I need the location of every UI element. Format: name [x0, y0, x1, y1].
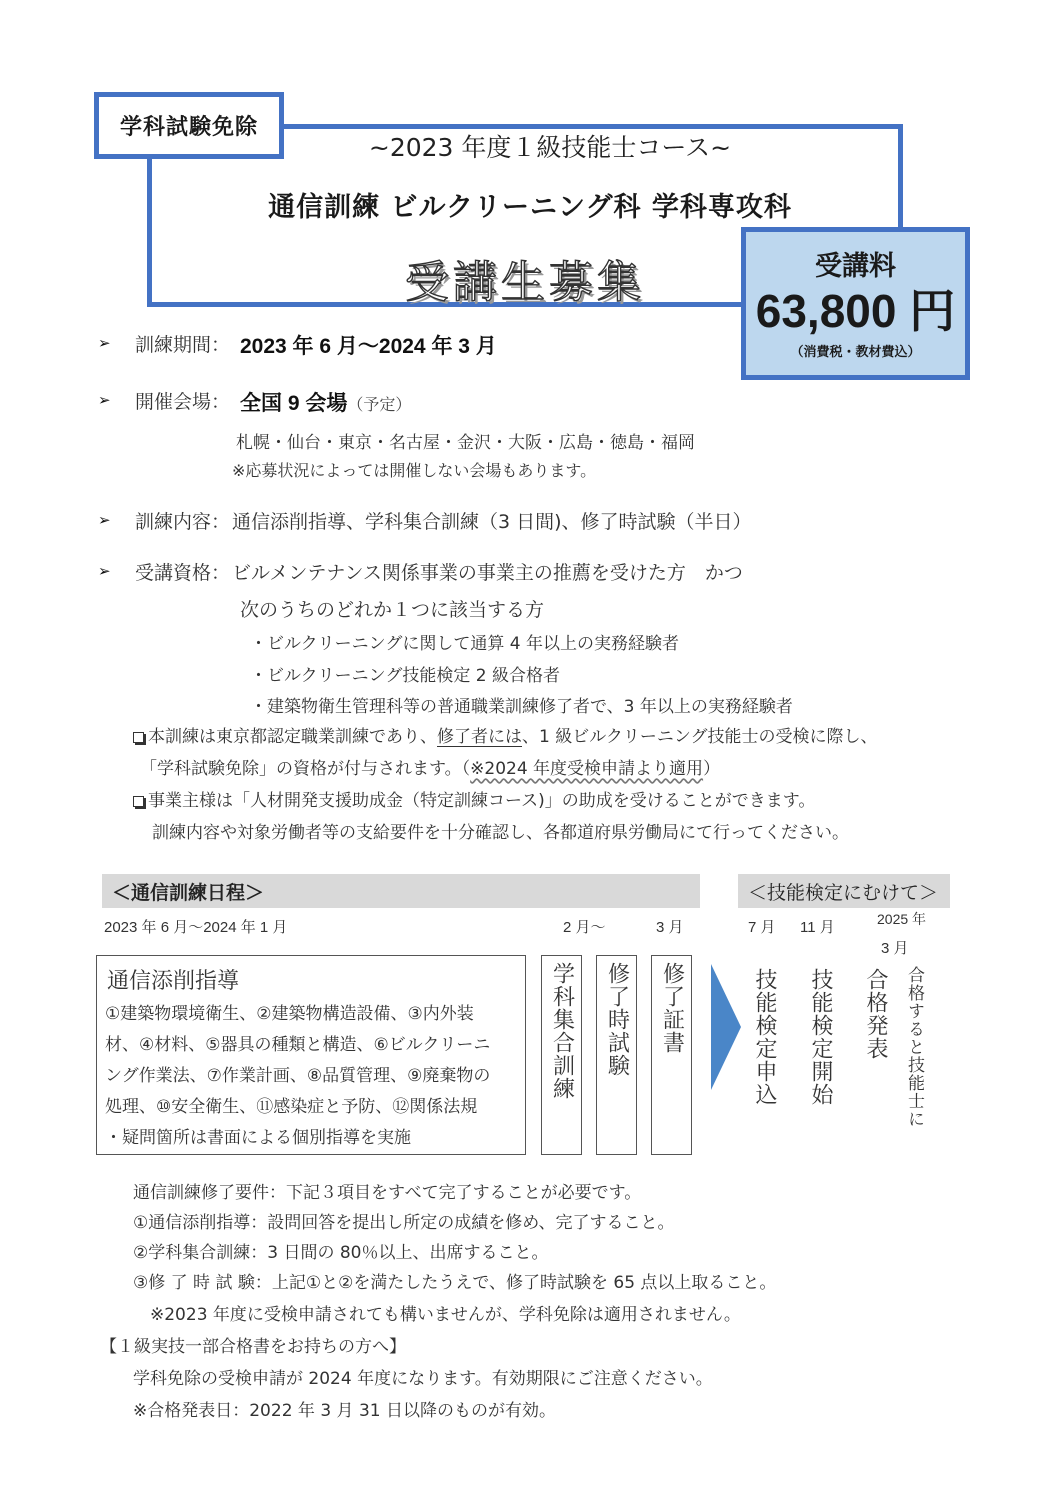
- requirement-item: ③修 了 時 試 験：上記①と②を満たしたうえで、修了時試験を 65 点以上取ること。: [133, 1273, 777, 1293]
- arrow-bullet-icon: ➢: [98, 511, 111, 529]
- step-classroom-label: 学科集合訓練: [549, 962, 575, 1100]
- content-row: [0, 507, 900, 537]
- arrow-bullet-icon: ➢: [98, 391, 111, 409]
- venue-caveat: ※応募状況によっては開催しない会場もあります。: [232, 461, 597, 480]
- correspondence-line: ①建築物環境衛生、②建築物構造設備、③内外装: [105, 1004, 474, 1024]
- partial-pass-line2: ※合格発表日：2022 年 3 月 31 日以降のものが有効。: [133, 1401, 556, 1421]
- arrow-bullet-icon: ➢: [98, 562, 111, 580]
- checkbox-bullet-icon: [133, 796, 144, 807]
- note-certification: [133, 722, 878, 747]
- venue-label: 開催会場：: [135, 391, 231, 413]
- step-certificate-label: 修了証書: [659, 962, 685, 1054]
- note1-post: 、1 級ビルクリーニング技能士の受検に際し、: [522, 727, 878, 747]
- partial-pass-heading: 【１級実技一部合格書をお持ちの方へ】: [100, 1337, 406, 1357]
- exemption-badge-label: 学科試験免除: [119, 115, 258, 140]
- note1-underline: 修了者には: [437, 727, 522, 747]
- correspondence-box: [96, 955, 526, 1155]
- requirements-intro: 通信訓練修了要件：下記３項目をすべて完了することが必要です。: [133, 1183, 642, 1203]
- exam-step-apply: 技能検定申込: [752, 968, 777, 1106]
- date-classroom: 2 月～: [563, 919, 606, 936]
- date-announce-month: 3 月: [881, 940, 909, 957]
- correspondence-line: 処理、⑩安全衛生、⑪感染症と予防、⑫関係法規: [105, 1097, 478, 1117]
- schedule-heading-exam: [738, 874, 950, 908]
- note1-line2-wavy: ※2024 年度受検申請より適用: [470, 759, 704, 779]
- eligibility-item: ・ビルクリーニングに関して通算 4 年以上の実務経験者: [250, 634, 679, 654]
- note-subsidy-line2: 訓練内容や対象労働者等の支給要件を十分確認し、各都道府県労働局にて行ってください。: [152, 823, 849, 843]
- exam-step-announce: 合格発表: [863, 968, 888, 1060]
- eligibility-item: ・建築物衛生管理科等の普通職業訓練修了者で、3 年以上の実務経験者: [250, 697, 793, 717]
- requirement-item: ①通信添削指導：設問回答を提出し所定の成績を修め、完了すること。: [133, 1213, 675, 1233]
- fee-note: （消費税・教材費込）: [790, 345, 921, 360]
- content-label: 訓練内容：: [135, 511, 231, 533]
- page-title: 通信訓練 ビルクリーニング科 学科専攻科: [268, 192, 792, 223]
- schedule-heading-training-label: ＜通信訓練日程＞: [112, 881, 265, 904]
- fee-amount: 63,800 円: [755, 285, 956, 337]
- requirement-item: ②学科集合訓練：3 日間の 80％以上、出席すること。: [133, 1243, 549, 1263]
- step-certificate-box: [651, 955, 692, 1155]
- fee-label: 受講料: [815, 251, 896, 282]
- schedule-heading-training: [102, 874, 700, 908]
- step-classroom-box: [541, 955, 582, 1155]
- venue-row: [0, 387, 740, 417]
- correspondence-title: 通信添削指導: [107, 969, 240, 994]
- eligibility-line2: 次のうちのどれか１つに該当する方: [240, 599, 545, 621]
- content-value: 通信添削指導、学科集合訓練（3 日間)、修了時試験（半日）: [232, 511, 752, 533]
- note1-line2-pre: 「学科試験免除」の資格が付与されます。（: [140, 759, 471, 779]
- exam-step-certified: 合格すると技能士に: [904, 966, 924, 1128]
- eligibility-line1: ビルメンテナンス関係事業の事業主の推薦を受けた方 かつ: [232, 562, 743, 584]
- eligibility-row: [0, 558, 900, 588]
- step-exam-box: [596, 955, 637, 1155]
- period-row: [0, 330, 740, 360]
- arrow-right-icon: [711, 964, 741, 1090]
- eligibility-label: 受講資格：: [135, 562, 231, 584]
- date-announce-year: 2025 年: [877, 911, 927, 927]
- note1-pre: 本訓練は東京都認定職業訓練であり、: [148, 727, 437, 747]
- step-exam-label: 修了時試験: [604, 962, 630, 1077]
- venue-note: （予定）: [347, 395, 412, 414]
- requirements-caveat: ※2023 年度に受検申請されても構いませんが、学科免除は適用されません。: [150, 1305, 741, 1325]
- correspondence-body: [105, 999, 525, 1154]
- date-start: 11 月: [800, 919, 835, 936]
- date-apply: 7 月: [748, 919, 776, 936]
- venue-cities: 札幌・仙台・東京・名古屋・金沢・大阪・広島・徳島・福岡: [236, 433, 695, 453]
- recruit-heading: 受講生募集: [405, 257, 645, 308]
- period-value: 2023 年 6 月～2024 年 3 月: [240, 335, 497, 358]
- date-correspondence: 2023 年 6 月～2024 年 1 月: [104, 919, 288, 936]
- exam-step-start: 技能検定開始: [808, 968, 833, 1106]
- note-subsidy: [133, 786, 815, 811]
- correspondence-line: ・疑問箇所は書面による個別指導を実施: [105, 1128, 411, 1148]
- partial-pass-line1: 学科免除の受検申請が 2024 年度になります。有効期限にご注意ください。: [133, 1369, 713, 1389]
- checkbox-bullet-icon: [133, 732, 144, 743]
- note2-line1: 事業主様は「人材開発支援助成金（特定訓練コース)」の助成を受けることができます。: [148, 791, 816, 811]
- note-certification-line2: [140, 754, 720, 779]
- venue-value: 全国 9 会場: [240, 392, 348, 415]
- date-exam: 3 月: [656, 919, 684, 936]
- schedule-heading-exam-label: ＜技能検定にむけて＞: [748, 881, 939, 904]
- eligibility-item: ・ビルクリーニング技能検定 2 級合格者: [250, 666, 560, 686]
- fee-box: [741, 227, 970, 380]
- course-subtitle: ~2023 年度１級技能士コース~: [368, 133, 732, 162]
- arrow-bullet-icon: ➢: [98, 334, 111, 352]
- note1-line2-post: ）: [703, 759, 721, 779]
- period-label: 訓練期間：: [135, 334, 231, 356]
- correspondence-line: 材、④材料、⑤器具の種類と構造、⑥ビルクリーニ: [105, 1035, 491, 1055]
- correspondence-line: ング作業法、⑦作業計画、⑧品質管理、⑨廃棄物の: [105, 1066, 491, 1086]
